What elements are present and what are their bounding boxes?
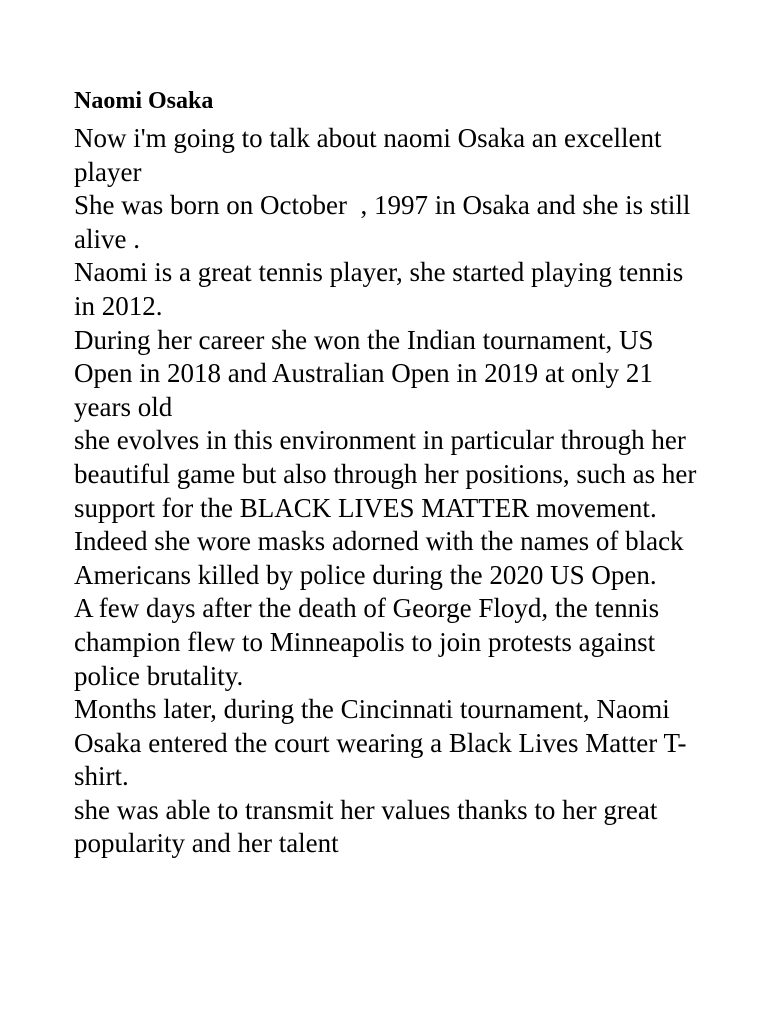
paragraph-career-start: Naomi is a great tennis player, she started playing tennis in 2012. (74, 257, 691, 321)
paragraph-birth: She was born on October , 1997 in Osaka and she is still alive . (74, 190, 698, 254)
document-title: Naomi Osaka (74, 88, 214, 114)
paragraph-cincinnati: Months later, during the Cincinnati tournament, Naomi Osaka entered the court wearing a Black Lives Matter T-shirt. (74, 694, 687, 792)
paragraph-values: she was able to transmit her values thanks to her great popularity and her talent (74, 794, 665, 859)
paragraph-masks: Indeed she wore masks adorned with the names of black Americans killed by police during the 2020 US Open. (74, 526, 689, 590)
paragraph-intro: Now i'm going to talk about naomi Osaka an excellent player (74, 123, 669, 187)
paragraph-titles: During her career she won the Indian tournament, US Open in 2018 and Australian Open in 2019 at only 21 years old (74, 324, 661, 422)
paragraph-positions: she evolves in this environment in particular through her beautiful game but also through her positions, such as her support for the BLACK LIVES MATTER movement. (74, 425, 704, 523)
document-page (74, 84, 704, 861)
paragraph-protests: A few days after the death of George Floyd, the tennis champion flew to Minneapolis to join protests against police brutality. (74, 593, 666, 691)
